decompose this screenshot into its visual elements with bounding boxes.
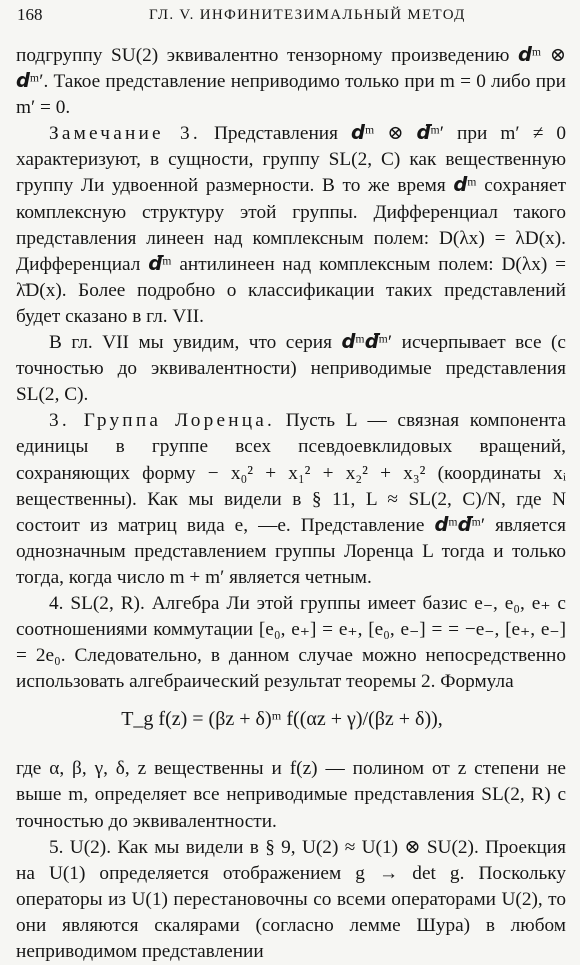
running-title: ГЛ. V. ИНФИНИТЕЗИМАЛЬНЫЙ МЕТОД (149, 7, 466, 23)
paragraph-text: 4. SL(2, R). Алгебра Ли этой группы имеет базис e₋, e₀, e₊ с соотношениями коммутации [e₀, e₊] = e₊, [e₀, e₋] = = −e₋, [e₊, e₋] = 2e₀. Следовательно, в данном случае можно непосредственно использовать алгебраический результат теоремы 2. Формула (16, 592, 566, 693)
paragraph-text: подгруппу SU(2) эквивалентно тензорному произведению 𝙙ᵐ ⊗ 𝙙ᵐ′. Такое представление неприводимо только при m = 0 либо при m′ = 0. (16, 45, 566, 119)
paragraph (16, 330, 566, 408)
remark-heading: Замечание 3. (49, 123, 201, 145)
page-body (16, 43, 566, 965)
paragraph-text: Пусть L — связная компонента единицы в группе всех псевдоевклидовых вращений, сохраняющих форму − x₀² + x₁² + x₂² + x₃² (координаты xᵢ вещественны). Как мы видели в § 11, L ≈ SL(2, C)/N, где N состоит из матриц вида e, —e. Представление 𝙙ᵐ𝙙̄ᵐ′ является однозначным представлением группы Лоренца L тогда и только тогда, когда число m + m′ является четным. (16, 410, 566, 588)
paragraph-remark-3 (16, 121, 566, 330)
paragraph (16, 43, 566, 121)
paragraph-text: 5. U(2). Как мы видели в § 9, U(2) ≈ U(1) ⊗ SU(2). Проекция на U(1) определяется отображением g → det g. Поскольку операторы из U(1) перестановочны со всеми операторами U(2), то они являются скалярами (согласно лемме Шура) в любом неприводимом представлении (16, 836, 566, 962)
paragraph-text: где α, β, γ, δ, z вещественны и f(z) — полином от z степени не выше m, определяет все неприводимые представления SL(2, R) с точностью до эквивалентности. (16, 758, 566, 832)
paragraph-text: Представления 𝙙ᵐ ⊗ 𝙙̄ᵐ′ при m′ ≠ 0 характеризуют, в сущности, группу SL(2, C) как вещественную группу Ли удвоенной размерности. В то же время 𝙙ᵐ сохраняет комплексную структуру этой группы. Дифференциал такого представления линеен над комплексным полем: D(λx) = λD(x). Дифференциал 𝙙̄ᵐ антилинеен над комплексным полем: D(λx) = λ̄D(x). Более подробно о классификации таких представлений будет сказано в гл. VII. (16, 123, 566, 327)
paragraph-lorentz-group (16, 408, 566, 591)
display-formula: T_g f(z) = (βz + δ)ᵐ f((αz + γ)/(βz + δ)), (121, 708, 443, 731)
paragraph-sl2r (16, 591, 566, 695)
section-heading: 3. Группа Лоренца. (49, 410, 276, 432)
paragraph-text: В гл. VII мы увидим, что серия 𝙙ᵐ𝙙̄ᵐ′ исчерпывает все (с точностью до эквивалентности) неприводимые представления SL(2, C). (16, 332, 566, 406)
paragraph (16, 756, 566, 834)
page-header (17, 5, 564, 29)
paragraph-u2 (16, 835, 566, 965)
page-number: 168 (17, 5, 43, 24)
